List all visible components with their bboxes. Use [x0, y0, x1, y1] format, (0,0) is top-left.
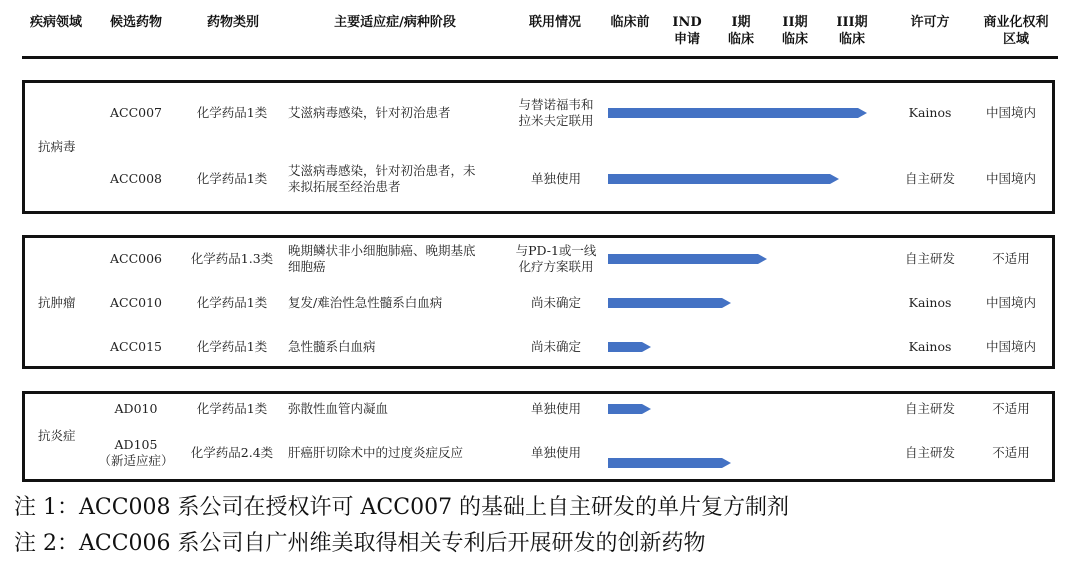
- footnote: 注 1：ACC008 系公司在授权许可 ACC007 的基础上自主研发的单片复方制剂: [14, 495, 790, 520]
- progress-bar: [608, 174, 830, 184]
- area-label: 抗炎症: [38, 428, 76, 443]
- indication: 急性髓系白血病: [288, 339, 376, 354]
- drug-category: 化学药品1类: [196, 171, 268, 186]
- indication: 晚期鳞状非小细胞肺癌、晚期基底 细胞癌: [288, 243, 476, 274]
- header-phase2: II期 临床: [781, 15, 808, 47]
- drug-name: ACC010: [109, 295, 162, 310]
- licensor: 自主研发: [904, 401, 955, 416]
- header-drug-category: 药物类别: [206, 15, 259, 30]
- combination: 单独使用: [530, 171, 581, 186]
- commercial-region: 中国境内: [985, 295, 1036, 310]
- commercial-region: 中国境内: [985, 171, 1036, 186]
- licensor: Kainos: [908, 295, 952, 310]
- licensor: 自主研发: [904, 445, 955, 460]
- combination: 尚未确定: [530, 295, 581, 310]
- footnote: 注 2：ACC006 系公司自广州维美取得相关专利后开展研发的创新药物: [14, 531, 706, 556]
- drug-name: ACC006: [109, 251, 162, 266]
- header-phase3: III期 临床: [836, 15, 868, 47]
- indication: 艾滋病毒感染，针对初治患者，未 来拟拓展至经治患者: [288, 163, 476, 194]
- header-ind: IND 申请: [672, 15, 702, 47]
- combination: 尚未确定: [530, 339, 581, 354]
- licensor: 自主研发: [904, 251, 955, 266]
- commercial-region: 中国境内: [985, 105, 1036, 120]
- area-label: 抗肿瘤: [38, 295, 76, 310]
- header-combination: 联用情况: [528, 15, 581, 30]
- drug-name: AD010: [114, 401, 158, 416]
- drug-category: 化学药品1类: [196, 295, 268, 310]
- drug-category: 化学药品2.4类: [190, 445, 274, 460]
- progress-bar: [608, 458, 722, 468]
- indication: 弥散性血管内凝血: [288, 401, 389, 416]
- progress-bar: [608, 404, 642, 414]
- area-label: 抗病毒: [38, 139, 76, 154]
- drug-name: ACC008: [109, 171, 162, 186]
- indication: 艾滋病毒感染，针对初治患者: [288, 105, 451, 120]
- progress-bar: [608, 298, 722, 308]
- combination: 与替诺福韦和 拉米夫定联用: [518, 97, 594, 128]
- header-rule: [22, 56, 1058, 59]
- licensor: 自主研发: [904, 171, 955, 186]
- progress-bar: [608, 108, 858, 118]
- header-phase1: I期 临床: [727, 15, 754, 47]
- indication: 肝癌肝切除术中的过度炎症反应: [288, 445, 464, 460]
- drug-category: 化学药品1类: [196, 401, 268, 416]
- drug-name: AD105 （新适应症）: [98, 437, 174, 468]
- header-indication: 主要适应症/病种阶段: [334, 15, 456, 30]
- header-candidate-drug: 候选药物: [109, 15, 162, 30]
- combination: 与PD-1或一线 化疗方案联用: [515, 243, 597, 274]
- licensor: Kainos: [908, 105, 952, 120]
- commercial-region: 中国境内: [985, 339, 1036, 354]
- commercial-region: 不适用: [992, 445, 1030, 460]
- drug-category: 化学药品1.3类: [190, 251, 274, 266]
- combination: 单独使用: [530, 401, 581, 416]
- drug-category: 化学药品1类: [196, 339, 268, 354]
- drug-name: ACC015: [109, 339, 162, 354]
- commercial-region: 不适用: [992, 401, 1030, 416]
- indication: 复发/难治性急性髓系白血病: [288, 295, 443, 310]
- progress-bar: [608, 254, 758, 264]
- drug-category: 化学药品1类: [196, 105, 268, 120]
- header-region: 商业化权利 区域: [983, 15, 1049, 47]
- header-disease-area: 疾病领域: [29, 15, 82, 30]
- commercial-region: 不适用: [992, 251, 1030, 266]
- header-licensor: 许可方: [910, 15, 950, 30]
- combination: 单独使用: [530, 445, 581, 460]
- licensor: Kainos: [908, 339, 952, 354]
- drug-name: ACC007: [109, 105, 162, 120]
- progress-bar: [608, 342, 642, 352]
- header-preclinical: 临床前: [610, 15, 650, 30]
